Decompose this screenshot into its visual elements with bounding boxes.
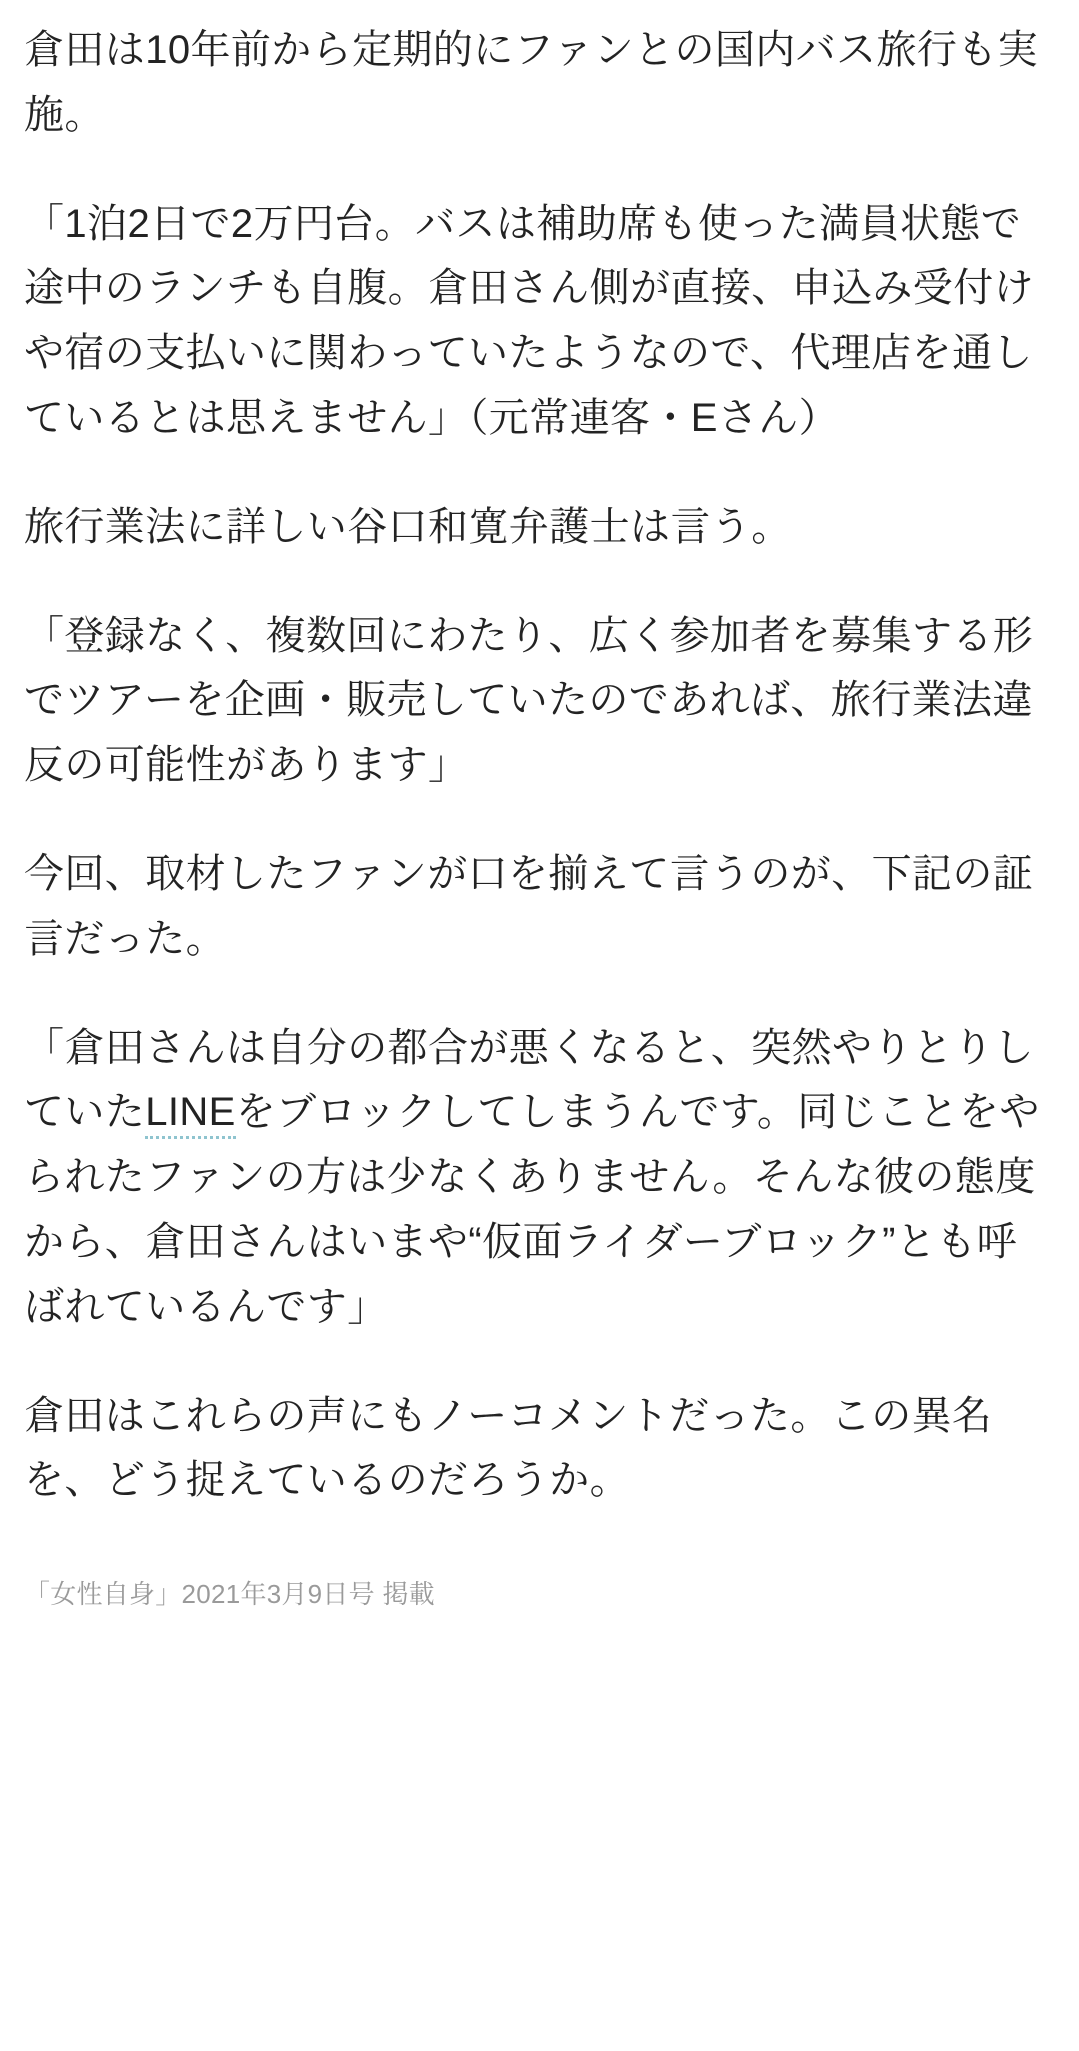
- paragraph-5: 今回、取材したファンが口を揃えて言うのが、下記の証言だった。: [24, 851, 1034, 961]
- quote-text-after: をブロックしてしまうんです。同じことをやられたファンの方は少なくありません。そんな彼の態度から、倉田さんはいまや“仮面ライダーブロック”とも呼ばれているんです」: [24, 1090, 1040, 1329]
- paragraph-6-quote: [24, 1016, 1055, 1340]
- line-keyword: LINE: [145, 1090, 236, 1139]
- paragraph-7-closing: 倉田はこれらの声にもノーコメントだった。この異名を、どう捉えているのだろうか。: [24, 1393, 993, 1503]
- bottom-spacer: [24, 1614, 1055, 1654]
- paragraph-1: 倉田は10年前から定期的にファンとの国内バス旅行も実施。: [24, 28, 1039, 137]
- quote-text-before: 「倉田さんは自分の都合が悪くなると、突然やりとりしていた: [24, 1025, 1034, 1135]
- paragraph-3: 旅行業法に詳しい谷口和寛弁護士は言う。: [24, 504, 792, 549]
- source-credit: 「女性自身」2021年3月9日号 掲載: [24, 1579, 435, 1610]
- paragraph-4: 「登録なく、複数回にわたり、広く参加者を募集する形でツアーを企画・販売していたのであれば、旅行業法違反の可能性があります」: [24, 613, 1034, 788]
- paragraph-2: 「1泊2日で2万円台。バスは補助席も使った満員状態で途中のランチも自腹。倉田さん側が直接、申込み受付けや宿の支払いに関わっていたようなので、代理店を通しているとは思えません」（元常連客・Eさん）: [24, 201, 1034, 440]
